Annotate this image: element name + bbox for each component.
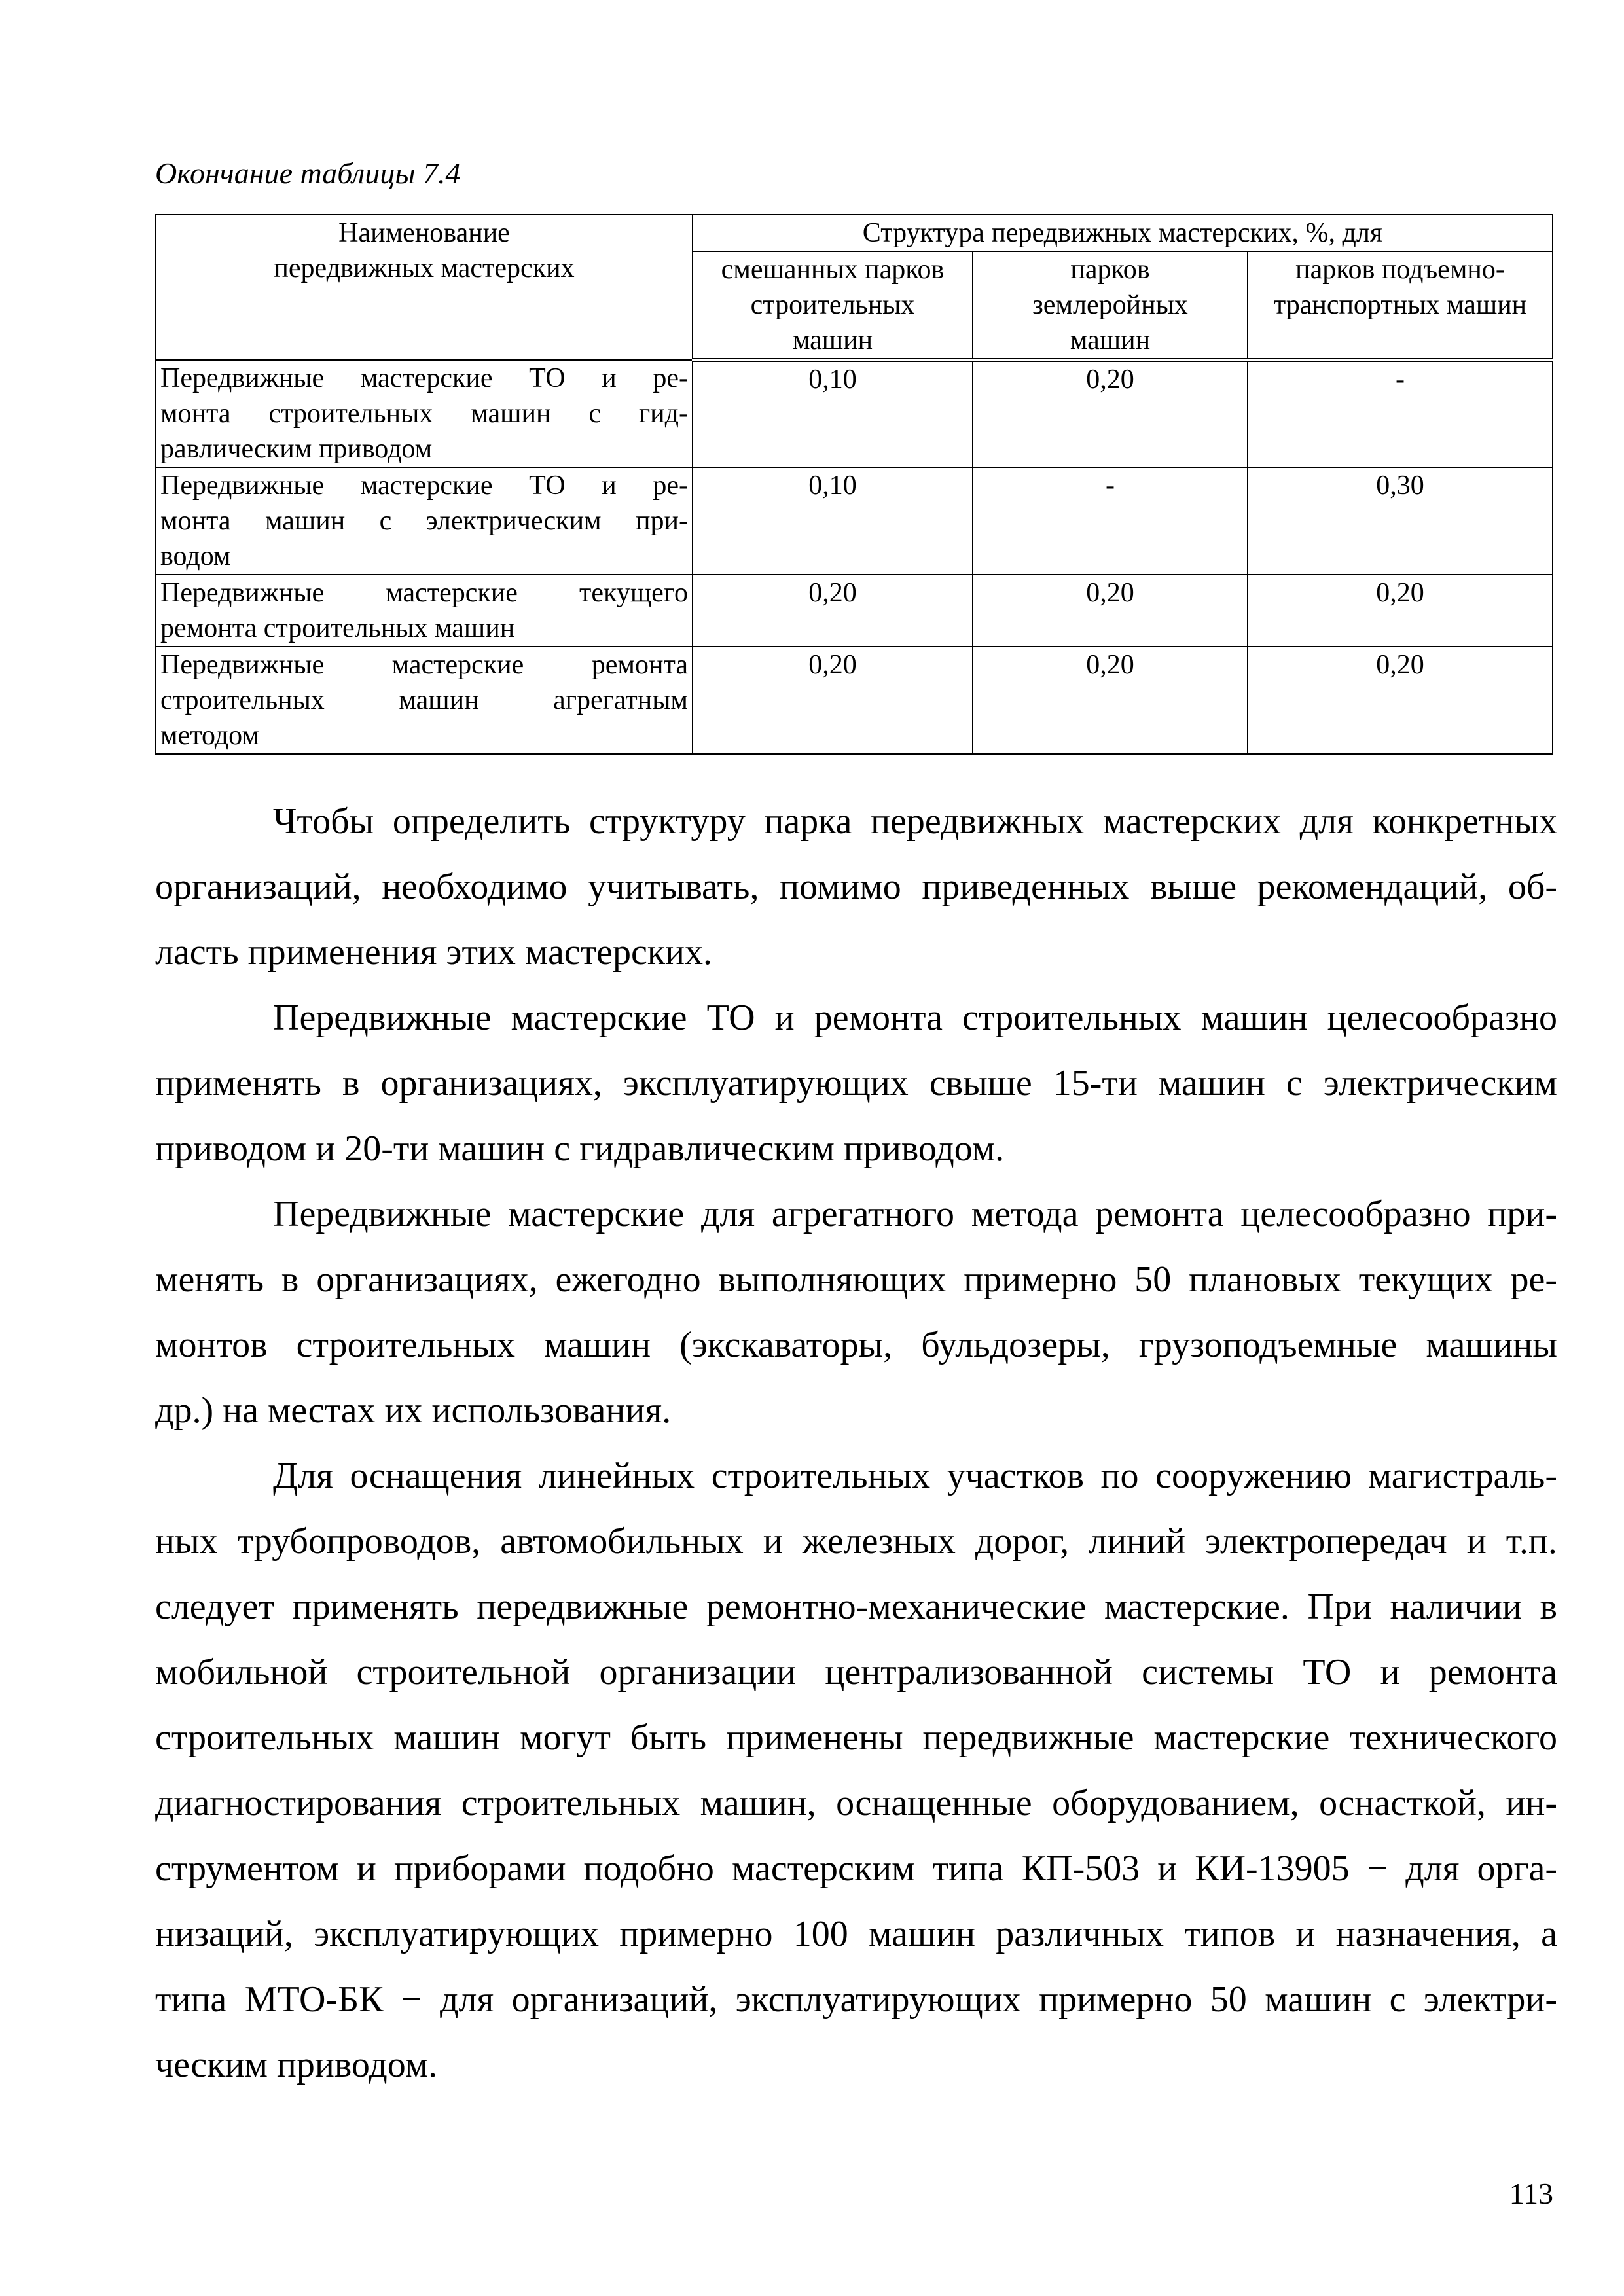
paragraph xyxy=(155,1443,1557,2098)
subheader-line: смешанных парков xyxy=(721,255,945,285)
paragraph-line: др.) на местах их использования. xyxy=(155,1390,672,1431)
row-name xyxy=(156,647,693,754)
cell-value: 0,20 xyxy=(1248,647,1553,754)
paragraph-line: типа МТО-БК − для организаций, эксплуатирующих примерно 50 машин с электри- xyxy=(155,1979,1557,2020)
table-row xyxy=(156,467,1553,575)
cell-value: 0,20 xyxy=(973,360,1248,467)
paragraph-line: ласть применения этих мастерских. xyxy=(155,932,713,973)
subheader-line: строительных xyxy=(750,290,915,320)
row-name-line: Передвижные мастерские ремонта xyxy=(160,650,688,680)
row-name-line: равлическим приводом xyxy=(160,434,433,464)
paragraph xyxy=(155,1181,1557,1443)
subheader-line: парков xyxy=(1070,255,1150,285)
cell-value: 0,10 xyxy=(693,467,973,575)
row-name-line: методом xyxy=(160,721,259,751)
paragraph-line: Чтобы определить структуру парка передвижных мастерских для конкретных xyxy=(273,801,1557,842)
table-row xyxy=(156,360,1553,467)
paragraph-line: приводом и 20-ти машин с гидравлическим приводом. xyxy=(155,1128,1005,1169)
subheader-line: транспортных машин xyxy=(1273,290,1527,320)
paragraph-line: строительных машин могут быть применены передвижные мастерские технического xyxy=(155,1717,1557,1758)
cell-value: - xyxy=(973,467,1248,575)
paragraph-line: применять в организациях, эксплуатирующих свыше 15-ти машин с электрическим xyxy=(155,1063,1557,1103)
row-name xyxy=(156,575,693,647)
paragraph-line: Передвижные мастерские для агрегатного метода ремонта целесообразно при- xyxy=(273,1194,1557,1234)
cell-value: 0,20 xyxy=(973,575,1248,647)
row-name-line: ремонта строительных машин xyxy=(160,613,515,643)
row-name-line: строительных машин агрегатным xyxy=(160,685,688,715)
workshop-structure-table xyxy=(155,214,1553,755)
page-number: 113 xyxy=(1509,2177,1553,2210)
row-name-line: Передвижные мастерские текущего xyxy=(160,578,688,608)
row-name xyxy=(156,467,693,575)
row-name-line: монта машин с электрическим при- xyxy=(160,506,688,536)
row-name-line: Передвижные мастерские ТО и ре- xyxy=(160,363,688,393)
cell-value: - xyxy=(1248,360,1553,467)
cell-value: 0,20 xyxy=(1248,575,1553,647)
subheader-line: машин xyxy=(1070,325,1151,355)
paragraph-line: низаций, эксплуатирующих примерно 100 машин различных типов и назначения, а xyxy=(155,1914,1557,1954)
paragraph-line: диагностирования строительных машин, оснащенные оборудованием, оснасткой, ин- xyxy=(155,1783,1557,1823)
subheader-mixed xyxy=(693,251,973,360)
paragraph-line: менять в организациях, ежегодно выполняющих примерно 50 плановых текущих ре- xyxy=(155,1259,1557,1300)
subheader-line: парков подъемно- xyxy=(1295,255,1505,285)
subheader-line: машин xyxy=(792,325,873,355)
table-header-row xyxy=(156,215,1553,251)
row-name xyxy=(156,360,693,467)
paragraph xyxy=(155,985,1557,1181)
paragraph-line: Передвижные мастерские ТО и ремонта строительных машин целесообразно xyxy=(273,997,1557,1038)
row-name-line: Передвижные мастерские ТО и ре- xyxy=(160,471,688,501)
paragraph-line: ных трубопроводов, автомобильных и железных дорог, линий электропередач и т.п. xyxy=(155,1521,1557,1562)
table-row xyxy=(156,575,1553,647)
header-name-line: Наименование xyxy=(338,218,510,248)
row-name-line: монта строительных машин с гид- xyxy=(160,399,688,429)
paragraph-line: организаций, необходимо учитывать, помимо приведенных выше рекомендаций, об- xyxy=(155,867,1557,907)
paragraph-line: мобильной строительной организации централизованной системы ТО и ремонта xyxy=(155,1652,1557,1693)
paragraph-line: следует применять передвижные ремонтно-механические мастерские. При наличии в xyxy=(155,1587,1557,1627)
row-name-line: водом xyxy=(160,541,231,571)
paragraph xyxy=(155,789,1557,985)
paragraph-line: Для оснащения линейных строительных участков по сооружению магистраль- xyxy=(273,1456,1557,1496)
paragraph-line: ческим приводом. xyxy=(155,2045,438,2085)
cell-value: 0,30 xyxy=(1248,467,1553,575)
cell-value: 0,20 xyxy=(693,647,973,754)
paragraph-line: монтов строительных машин (экскаваторы, бульдозеры, грузоподъемные машины xyxy=(155,1325,1557,1365)
paragraph-line: струментом и приборами подобно мастерским типа КП-503 и КИ-13905 − для орга- xyxy=(155,1848,1557,1889)
header-name-cell xyxy=(156,215,693,360)
header-name-line: передвижных мастерских xyxy=(274,253,575,283)
table-caption: Окончание таблицы 7.4 xyxy=(155,156,461,190)
cell-value: 0,20 xyxy=(973,647,1248,754)
subheader-line: землеройных xyxy=(1032,290,1188,320)
table-row xyxy=(156,647,1553,754)
subheader-lifting xyxy=(1248,251,1553,360)
cell-value: 0,10 xyxy=(693,360,973,467)
body-text xyxy=(155,789,1557,2098)
header-group-cell: Структура передвижных мастерских, %, для xyxy=(693,215,1553,251)
subheader-earthmoving xyxy=(973,251,1248,360)
cell-value: 0,20 xyxy=(693,575,973,647)
